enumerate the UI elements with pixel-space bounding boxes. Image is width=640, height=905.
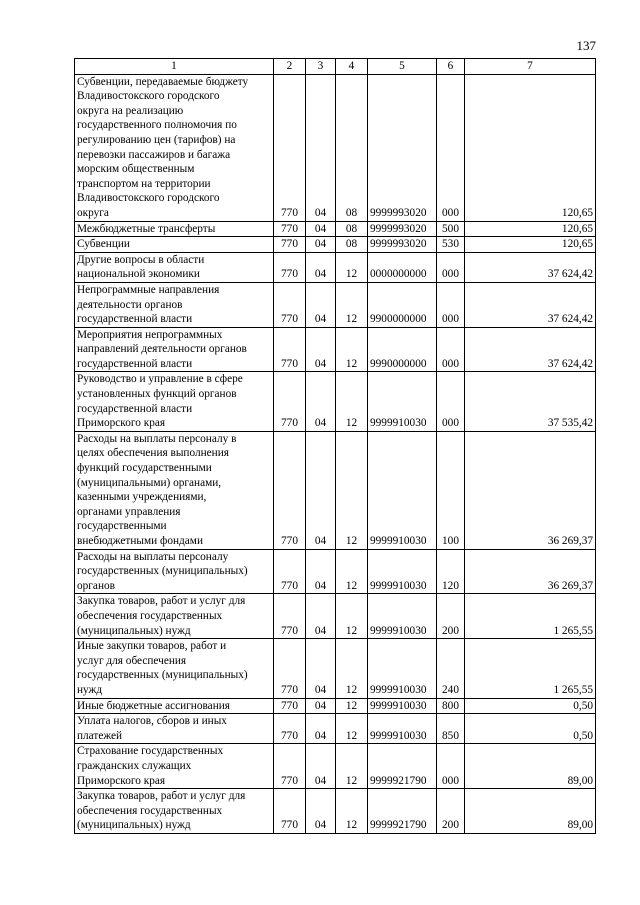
section-code-cell: 04 xyxy=(306,237,336,253)
section-code-cell: 04 xyxy=(306,714,336,744)
section-code-cell: 04 xyxy=(306,431,336,549)
amount-cell: 120,65 xyxy=(465,221,596,237)
amount-cell: 120,65 xyxy=(465,74,596,221)
table-row xyxy=(75,639,596,698)
subsection-code-cell: 12 xyxy=(336,639,368,698)
amount-cell: 37 624,42 xyxy=(465,252,596,282)
subsection-code-cell: 12 xyxy=(336,698,368,714)
section-code-cell: 04 xyxy=(306,327,336,372)
subsection-code-cell: 12 xyxy=(336,282,368,327)
target-article-cell: 9999921790 xyxy=(368,789,437,834)
expense-type-cell: 530 xyxy=(437,237,465,253)
subsection-code-cell: 08 xyxy=(336,237,368,253)
amount-cell: 37 624,42 xyxy=(465,282,596,327)
ved-code-cell: 770 xyxy=(274,789,306,834)
row-name-cell: Расходы на выплаты персоналу государственных (муниципальных) органов xyxy=(75,549,274,594)
section-code-cell: 04 xyxy=(306,698,336,714)
section-code-cell: 04 xyxy=(306,744,336,789)
section-code-cell: 04 xyxy=(306,252,336,282)
amount-cell: 120,65 xyxy=(465,237,596,253)
table-row xyxy=(75,252,596,282)
section-code-cell: 04 xyxy=(306,789,336,834)
table-row xyxy=(75,744,596,789)
ved-code-cell: 770 xyxy=(274,594,306,639)
subsection-code-cell: 12 xyxy=(336,549,368,594)
amount-cell: 36 269,37 xyxy=(465,549,596,594)
subsection-code-cell: 08 xyxy=(336,221,368,237)
expense-type-cell: 800 xyxy=(437,698,465,714)
row-name-cell: Иные бюджетные ассигнования xyxy=(75,698,274,714)
row-name-cell: Субвенции, передаваемые бюджету Владивостокского городского округа на реализацию государственного полномочия по регулированию цен (тарифов) на перевозки пассажиров и багажа морским общественным транспортом на территории Владивостокского городского округа xyxy=(75,74,274,221)
table-row xyxy=(75,372,596,431)
amount-cell: 1 265,55 xyxy=(465,594,596,639)
ved-code-cell: 770 xyxy=(274,372,306,431)
ved-code-cell: 770 xyxy=(274,237,306,253)
target-article-cell: 9999910030 xyxy=(368,714,437,744)
ved-code-cell: 770 xyxy=(274,698,306,714)
ved-code-cell: 770 xyxy=(274,221,306,237)
amount-cell: 1 265,55 xyxy=(465,639,596,698)
subsection-code-cell: 12 xyxy=(336,714,368,744)
subsection-code-cell: 12 xyxy=(336,431,368,549)
subsection-code-cell: 12 xyxy=(336,252,368,282)
expense-type-cell: 000 xyxy=(437,744,465,789)
expense-type-cell: 200 xyxy=(437,789,465,834)
section-code-cell: 04 xyxy=(306,639,336,698)
target-article-cell: 9999993020 xyxy=(368,74,437,221)
amount-cell: 37 535,42 xyxy=(465,372,596,431)
amount-cell: 0,50 xyxy=(465,714,596,744)
target-article-cell: 9990000000 xyxy=(368,327,437,372)
table-row xyxy=(75,714,596,744)
table-row xyxy=(75,549,596,594)
target-article-cell: 9999910030 xyxy=(368,698,437,714)
column-header: 6 xyxy=(437,59,465,75)
table-row xyxy=(75,594,596,639)
table-row xyxy=(75,431,596,549)
target-article-cell: 9999993020 xyxy=(368,237,437,253)
target-article-cell: 9999910030 xyxy=(368,594,437,639)
table-row xyxy=(75,327,596,372)
column-header: 5 xyxy=(368,59,437,75)
amount-cell: 89,00 xyxy=(465,789,596,834)
target-article-cell: 9999910030 xyxy=(368,549,437,594)
ved-code-cell: 770 xyxy=(274,74,306,221)
table-row xyxy=(75,698,596,714)
expense-type-cell: 240 xyxy=(437,639,465,698)
table-row xyxy=(75,282,596,327)
target-article-cell: 9999910030 xyxy=(368,431,437,549)
amount-cell: 0,50 xyxy=(465,698,596,714)
section-code-cell: 04 xyxy=(306,282,336,327)
expense-type-cell: 000 xyxy=(437,282,465,327)
ved-code-cell: 770 xyxy=(274,252,306,282)
column-header: 7 xyxy=(465,59,596,75)
row-name-cell: Непрограммные направления деятельности органов государственной власти xyxy=(75,282,274,327)
expense-type-cell: 000 xyxy=(437,252,465,282)
ved-code-cell: 770 xyxy=(274,714,306,744)
column-header: 3 xyxy=(306,59,336,75)
row-name-cell: Уплата налогов, сборов и иных платежей xyxy=(75,714,274,744)
target-article-cell: 9900000000 xyxy=(368,282,437,327)
target-article-cell: 0000000000 xyxy=(368,252,437,282)
page-number: 137 xyxy=(576,38,596,53)
target-article-cell: 9999910030 xyxy=(368,639,437,698)
expense-type-cell: 120 xyxy=(437,549,465,594)
column-header: 4 xyxy=(336,59,368,75)
ved-code-cell: 770 xyxy=(274,431,306,549)
section-code-cell: 04 xyxy=(306,594,336,639)
ved-code-cell: 770 xyxy=(274,282,306,327)
row-name-cell: Страхование государственных гражданских служащих Приморского края xyxy=(75,744,274,789)
row-name-cell: Расходы на выплаты персоналу в целях обеспечения выполнения функций государственными (муниципальными) органами, казенными учреждениями, органами управления государственными внебюджетными фондами xyxy=(75,431,274,549)
expense-type-cell: 000 xyxy=(437,74,465,221)
section-code-cell: 04 xyxy=(306,549,336,594)
ved-code-cell: 770 xyxy=(274,744,306,789)
column-header: 2 xyxy=(274,59,306,75)
section-code-cell: 04 xyxy=(306,74,336,221)
amount-cell: 37 624,42 xyxy=(465,327,596,372)
row-name-cell: Закупка товаров, работ и услуг для обеспечения государственных (муниципальных) нужд xyxy=(75,594,274,639)
row-name-cell: Межбюджетные трансферты xyxy=(75,221,274,237)
subsection-code-cell: 12 xyxy=(336,594,368,639)
table-row xyxy=(75,237,596,253)
amount-cell: 36 269,37 xyxy=(465,431,596,549)
subsection-code-cell: 12 xyxy=(336,372,368,431)
ved-code-cell: 770 xyxy=(274,327,306,372)
section-code-cell: 04 xyxy=(306,221,336,237)
expense-type-cell: 100 xyxy=(437,431,465,549)
expense-type-cell: 200 xyxy=(437,594,465,639)
target-article-cell: 9999921790 xyxy=(368,744,437,789)
section-code-cell: 04 xyxy=(306,372,336,431)
expense-type-cell: 000 xyxy=(437,372,465,431)
subsection-code-cell: 08 xyxy=(336,74,368,221)
expense-type-cell: 500 xyxy=(437,221,465,237)
row-name-cell: Руководство и управление в сфере установленных функций органов государственной власти Приморского края xyxy=(75,372,274,431)
table-row xyxy=(75,221,596,237)
subsection-code-cell: 12 xyxy=(336,327,368,372)
row-name-cell: Субвенции xyxy=(75,237,274,253)
budget-table xyxy=(74,58,596,834)
target-article-cell: 9999910030 xyxy=(368,372,437,431)
ved-code-cell: 770 xyxy=(274,549,306,594)
subsection-code-cell: 12 xyxy=(336,789,368,834)
subsection-code-cell: 12 xyxy=(336,744,368,789)
row-name-cell: Иные закупки товаров, работ и услуг для обеспечения государственных (муниципальных) нужд xyxy=(75,639,274,698)
table-header-row xyxy=(75,59,596,75)
table-row xyxy=(75,74,596,221)
row-name-cell: Мероприятия непрограммных направлений деятельности органов государственной власти xyxy=(75,327,274,372)
column-header: 1 xyxy=(75,59,274,75)
target-article-cell: 9999993020 xyxy=(368,221,437,237)
expense-type-cell: 850 xyxy=(437,714,465,744)
table-row xyxy=(75,789,596,834)
row-name-cell: Закупка товаров, работ и услуг для обеспечения государственных (муниципальных) нужд xyxy=(75,789,274,834)
amount-cell: 89,00 xyxy=(465,744,596,789)
expense-type-cell: 000 xyxy=(437,327,465,372)
row-name-cell: Другие вопросы в области национальной экономики xyxy=(75,252,274,282)
ved-code-cell: 770 xyxy=(274,639,306,698)
